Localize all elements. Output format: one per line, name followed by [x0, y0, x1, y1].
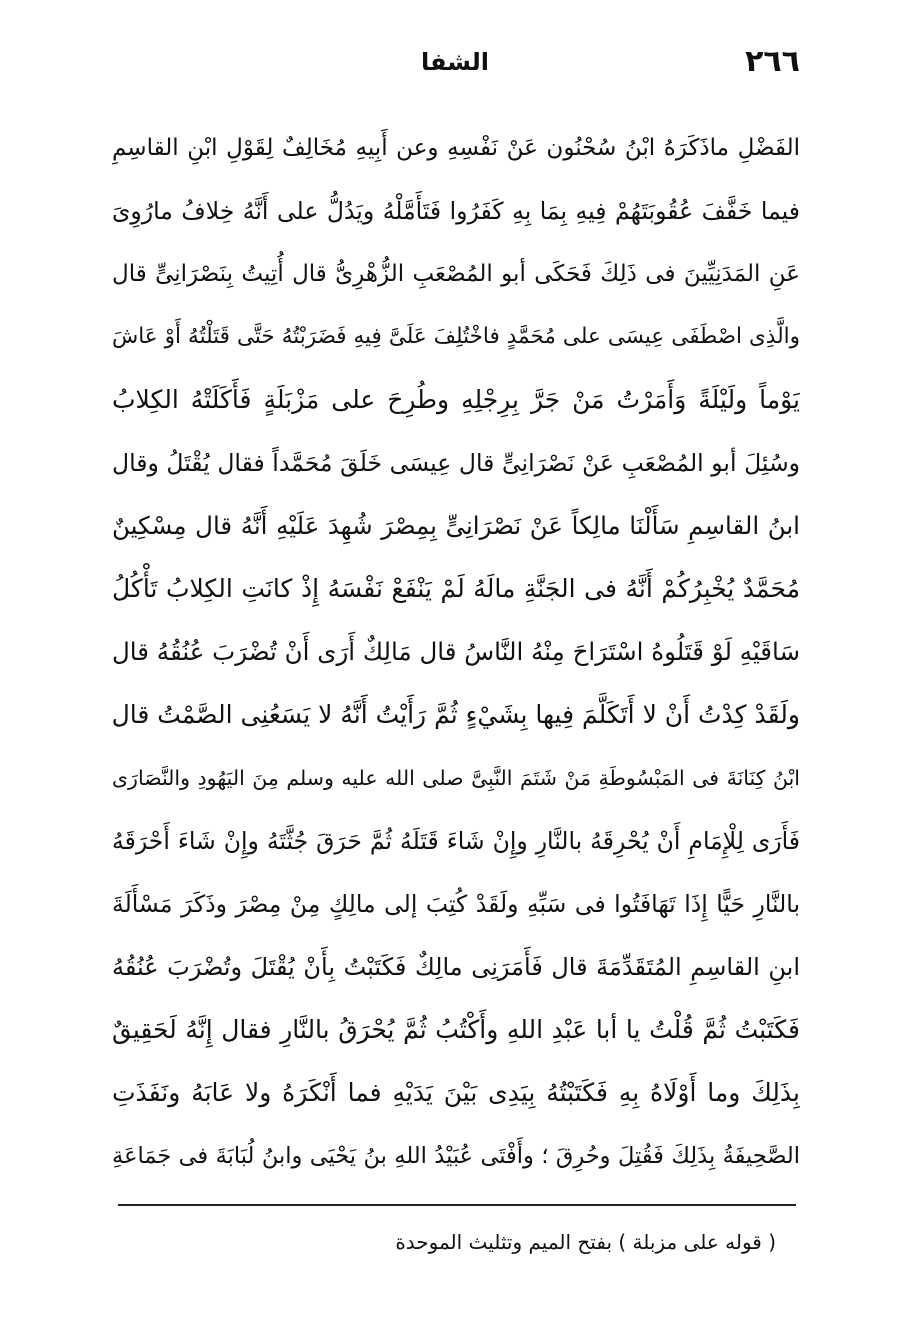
- text-line: ابْنُ كِنَانَةَ فى المَبْسُوطَةِ مَنْ شَتَمَ النَّبِىَّ صلى الله عليه وسلم مِنَ اليَهُودِ والنَّصَارَى: [112, 766, 800, 790]
- footnote-divider: [118, 1204, 796, 1206]
- text-line: سَاقَيْهِ لَوْ قَتَلُوهُ اسْتَرَاحَ مِنْهُ النَّاسُ قال مَالِكٌ أَرَى أَنْ تُضْرَبَ عُنُقُهُ قال: [112, 637, 800, 666]
- text-line: بالنَّارِ حَيًّا إِذَا تَهَافَتُوا فى سَبِّهِ ولَقَدْ كُتِبَ إلى مالِكٍ مِنْ مِصْرَ وذَكَرَ مَسْأَلَةَ: [112, 890, 800, 918]
- text-line: مُحَمَّدٌ يُخْبِرُكُمْ أَنَّهُ فى الجَنَّةِ مالَهُ لَمْ يَنْفَعْ نَفْسَهُ إِذْ كانَتِ الكِلابُ تَأْكُلُ: [112, 574, 800, 603]
- text-line: فَأَرَى لِلْإِمَامِ أَنْ يُحْرِقَهُ بالنَّارِ وإِنْ شَاءَ قَتَلَهُ ثُمَّ حَرَقَ جُثَّتَهُ وإِنْ شَاءَ أَحْرَقَهُ: [112, 827, 800, 855]
- footnote: ( قوله على مزبلة ) بفتح الميم وتثليث الموحدة: [395, 1230, 776, 1254]
- text-line: ابنِ القاسِمِ المُتَقَدِّمَةَ قال فَأَمَرَنِى مالِكٌ فَكَتَبْتُ بِأَنْ يُقْتَلَ وتُضْرَبَ عُنُقُهُ: [112, 953, 800, 981]
- text-line: عَنِ المَدَنِيِّينَ فى ذَلِكَ فَحَكَى أبو المُصْعَبِ الزُّهْرِىُّ قال أُتِيتُ بِنَصْرَانِىٍّ قال: [112, 261, 800, 287]
- text-line: بِذَلِكَ وما أَوْلَاهُ بِهِ فَكَتَبْتُهُ بِيَدِى بَيْنَ يَدَيْهِ فما أَنْكَرَهُ ولا عَابَهُ ونَفَذَتِ: [112, 1078, 800, 1107]
- text-line: يَوْماً ولَيْلَةً وَأَمَرْتُ مَنْ جَرَّ بِرِجْلِهِ وطُرِحَ على مَزْبَلَةٍ فَأَكَلَتْهُ الكِلابُ: [112, 385, 800, 414]
- text-line: ولَقَدْ كِدْتُ أَنْ لا أَتَكَلَّمَ فِيها بِشَيْءٍ ثُمَّ رَأَيْتُ أَنَّهُ لا يَسَعُنِى الصَّمْتُ قال: [112, 700, 800, 729]
- text-line: فَكَتَبْتُ ثُمَّ قُلْتُ يا أبا عَبْدِ اللهِ وأَكْتُبُ ثُمَّ يُحْرَقُ بالنَّارِ فقال إِنَّهُ لَحَقِيقٌ: [112, 1015, 800, 1044]
- main-text: [112, 118, 800, 1189]
- text-line: ابنُ القاسِمِ سَأَلْنَا مالِكاً عَنْ نَصْرَانِىٍّ بِمِصْرَ شُهِدَ عَلَيْهِ أَنَّهُ قال مِسْكِينٌ: [112, 511, 800, 540]
- text-line: فيما خَفَّفَ عُقُوبَتَهُمْ فِيهِ بِمَا بِهِ كَفَرُوا فَتَأَمَّلْهُ ويَدُلُّ على أَنَّهُ خِلافُ مارُوِىَ: [112, 197, 800, 225]
- page-number: ٢٦٦: [745, 44, 800, 79]
- text-line: الصَّحِيفَةُ بِذَلِكَ فَقُتِلَ وحُرِقَ ؛ وأَفْتَى عُبَيْدُ اللهِ بنُ يَحْيَى وابنُ لُبَابَةَ فى جَمَاعَةِ: [112, 1143, 800, 1169]
- text-line: وسُئِلَ أبو المُصْعَبِ عَنْ نَصْرَانِىٍّ قال عِيسَى خَلَقَ مُحَمَّداً فقال يُقْتَلُ وقال: [112, 449, 800, 477]
- text-line: الفَضْلِ ماذَكَرَهُ ابْنُ سُحْنُون عَنْ نَفْسِهِ وعن أَبِيهِ مُخَالِفٌ لِقَوْلِ ابْنِ القاسِمِ: [112, 135, 800, 161]
- text-line: والَّذِى اصْطَفَى عِيسَى على مُحَمَّدٍ فاخْتُلِفَ عَلَىَّ فِيهِ فَضَرَبْتُهُ حَتَّى قَتَلْتُهُ أَوْ عَاشَ: [112, 324, 800, 349]
- page-header: [110, 40, 800, 84]
- running-title: الشفا: [421, 48, 489, 76]
